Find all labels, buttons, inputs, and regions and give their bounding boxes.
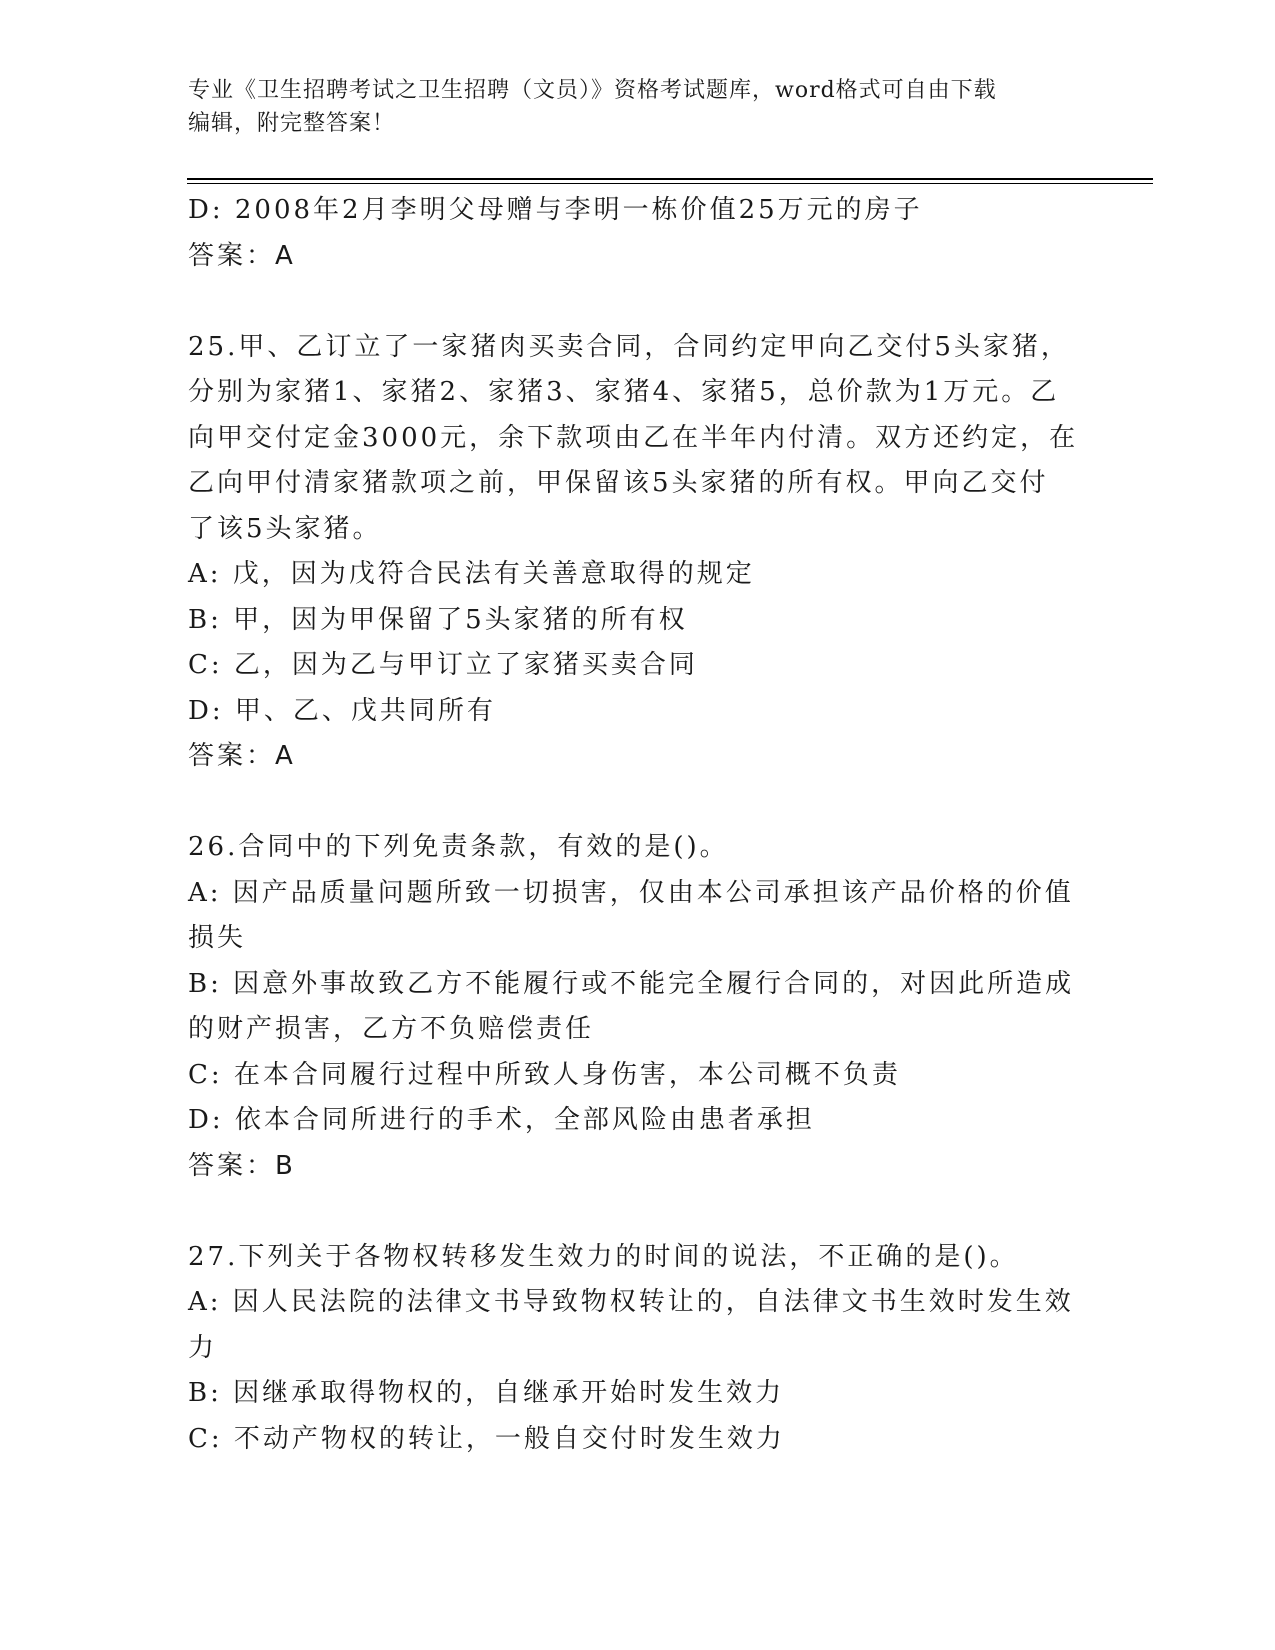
- header-rule-thin: [187, 183, 1153, 184]
- q27-option-a-line: 力: [188, 1332, 218, 1363]
- q27-option-c: C: 不动产物权的转让，一般自交付时发生效力: [188, 1423, 785, 1454]
- q27-stem: 27.下列关于各物权转移发生效力的时间的说法，不正确的是()。: [188, 1241, 1019, 1272]
- question-26: [188, 825, 1088, 1189]
- q26-option-d: D: 依本合同所进行的手术，全部风险由患者承担: [188, 1105, 815, 1135]
- q25-stem-line: 了该5头家猪。: [188, 513, 382, 544]
- spacer: [188, 1189, 1088, 1235]
- q25-stem-line: 分别为家猪1、家猪2、家猪3、家猪4、家猪5，总价款为1万元。乙: [188, 377, 1060, 407]
- q26-answer: 答案：B: [188, 1150, 296, 1181]
- q25-answer: 答案：A: [188, 741, 296, 771]
- page-header: [188, 74, 1068, 140]
- q26-stem: 26.合同中的下列免责条款，有效的是()。: [188, 832, 729, 862]
- q25-option-b: B: 甲，因为甲保留了5头家猪的所有权: [188, 604, 688, 635]
- spacer: [188, 780, 1088, 826]
- q27-option-b: B: 因继承取得物权的，自继承开始时发生效力: [188, 1378, 785, 1408]
- q26-option-b-line: 的财产损害，乙方不负赔偿责任: [188, 1014, 595, 1044]
- header-line-1: 专业《卫生招聘考试之卫生招聘（文员）》资格考试题库，word格式可自由下载: [188, 78, 997, 103]
- q26-option-a-line: 损失: [188, 923, 247, 953]
- spacer: [188, 279, 1088, 325]
- q25-stem-line: 乙向甲付清家猪款项之前，甲保留该5头家猪的所有权。甲向乙交付: [188, 468, 1049, 498]
- q26-option-a-line: A: 因产品质量问题所致一切损害，仅由本公司承担该产品价格的价值: [188, 877, 1074, 908]
- q25-option-a: A: 戊，因为戊符合民法有关善意取得的规定: [188, 559, 755, 589]
- question-24-tail: [188, 188, 1088, 279]
- question-content: [188, 188, 1088, 1462]
- q26-option-c: C: 在本合同履行过程中所致人身伤害，本公司概不负责: [188, 1059, 901, 1090]
- question-25: [188, 325, 1088, 780]
- header-line-2: 编辑，附完整答案！: [188, 111, 396, 136]
- question-27: [188, 1235, 1088, 1463]
- q25-stem-line: 25.甲、乙订立了一家猪肉买卖合同，合同约定甲向乙交付5头家猪，: [188, 331, 1070, 362]
- q24-option-d: D: 2008年2月李明父母赠与李明一栋价值25万元的房子: [188, 195, 923, 225]
- q25-option-d: D: 甲、乙、戊共同所有: [188, 695, 496, 726]
- header-rule-thick: [187, 178, 1153, 180]
- q26-option-b-line: B: 因意外事故致乙方不能履行或不能完全履行合同的，对因此所造成: [188, 968, 1075, 999]
- q25-stem-line: 向甲交付定金3000元，余下款项由乙在半年内付清。双方还约定，在: [188, 422, 1079, 453]
- q24-answer: 答案：A: [188, 240, 296, 271]
- q25-option-c: C: 乙，因为乙与甲订立了家猪买卖合同: [188, 650, 698, 680]
- q27-option-a-line: A: 因人民法院的法律文书导致物权转让的，自法律文书生效时发生效: [188, 1287, 1074, 1317]
